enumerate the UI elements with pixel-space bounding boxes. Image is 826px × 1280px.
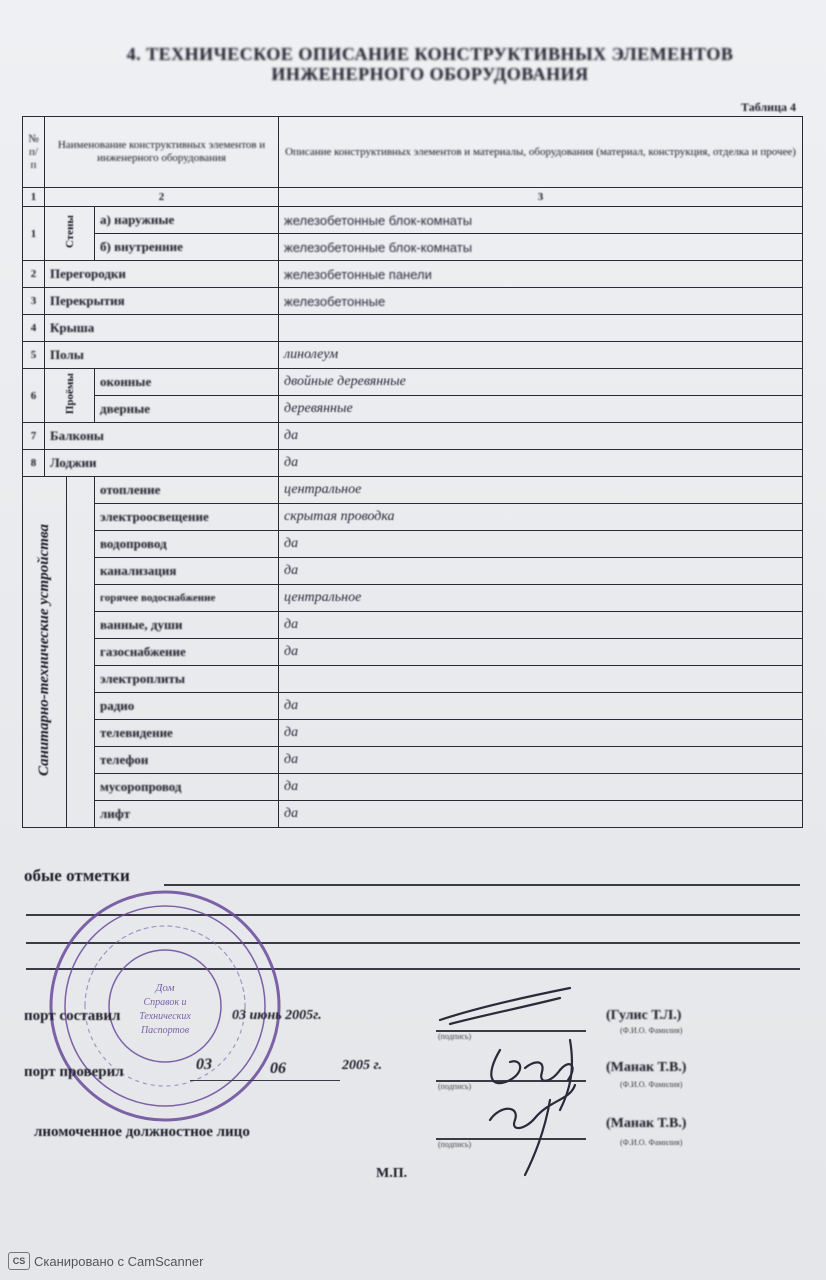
official-person: (Манак Т.В.) [606,1116,687,1131]
compiled-date: 03 июнь 2005г. [232,1008,322,1023]
row-desc: центральное [279,585,803,612]
compiled-label: порт составил [24,1008,121,1024]
row-desc: центральное [279,477,803,504]
table-row [23,477,803,504]
caption-sign: (подпись) [438,1032,472,1041]
table-row [23,639,803,666]
row-desc: да [279,450,803,477]
row-name: Полы [45,342,279,369]
table-label: Таблица 4 [741,100,796,114]
row-name: ванные, души [95,612,279,639]
date-line [190,1080,340,1081]
row-desc: да [279,720,803,747]
caption-fio: (Ф.И.О. Фамилия) [620,1026,683,1035]
row-name: Перегородки [45,261,279,288]
row-desc: да [279,423,803,450]
table-row [23,234,803,261]
table-row [23,261,803,288]
walls-group-label: Стены [45,207,95,261]
row-num: 8 [23,450,45,477]
svg-text:Справок и: Справок и [143,997,187,1008]
notes-label: обые отметки [24,866,130,885]
row-desc [279,666,803,693]
table-row [23,396,803,423]
row-name: Перекрытия [45,288,279,315]
caption-fio: (Ф.И.О. Фамилия) [620,1080,683,1089]
row-name: канализация [95,558,279,585]
row-name: телевидение [95,720,279,747]
row-desc: да [279,693,803,720]
table-row [23,666,803,693]
row-name: лифт [95,801,279,828]
svg-text:Дом: Дом [155,982,175,994]
row-num: 2 [23,261,45,288]
table-row [23,207,803,234]
caption-sign: (подпись) [438,1140,472,1149]
row-num: 4 [23,315,45,342]
table-row [23,612,803,639]
row-desc: да [279,747,803,774]
table-row [23,801,803,828]
row-desc: железобетонные панели [279,261,803,288]
row-desc: железобетонные [279,288,803,315]
row-desc: да [279,558,803,585]
table-row [23,342,803,369]
row-name: электроосвещение [95,504,279,531]
row-name: б) внутренние [95,234,279,261]
row-desc: железобетонные блок-комнаты [279,207,803,234]
table-row [23,558,803,585]
round-stamp [45,886,285,1126]
row-num: 7 [23,423,45,450]
title-line-1: 4. ТЕХНИЧЕСКОЕ ОПИСАНИЕ КОНСТРУКТИВНЫХ ЭЛЕМЕНТОВ [126,44,734,64]
camscanner-logo-icon: CS [8,1252,30,1270]
row-name: а) наружные [95,207,279,234]
scanner-footer [8,1252,203,1270]
row-num: 1 [23,207,45,261]
table-row [23,693,803,720]
index-cell: 3 [279,188,803,207]
table-row [23,720,803,747]
row-desc: да [279,774,803,801]
title-line-2: ИНЖЕНЕРНОГО ОБОРУДОВАНИЯ [271,64,589,84]
table-row [23,423,803,450]
row-name: водопровод [95,531,279,558]
row-name: электроплиты [95,666,279,693]
index-cell: 2 [45,188,279,207]
row-desc: линолеум [279,342,803,369]
caption-fio: (Ф.И.О. Фамилия) [620,1138,683,1147]
row-name: Балконы [45,423,279,450]
header-desc: Описание конструктивных элементов и материалы, оборудования (материал, конструкция, отделка и прочее) [279,117,803,188]
document-title [100,44,760,84]
table-row [23,531,803,558]
header-num: № п/п [23,117,45,188]
table-row [23,585,803,612]
row-name: горячее водоснабжение [95,585,279,612]
table-row [23,774,803,801]
caption-sign: (подпись) [438,1082,472,1091]
table-index-row [23,188,803,207]
row-desc [279,315,803,342]
row-num: 3 [23,288,45,315]
row-desc: двойные деревянные [279,369,803,396]
table-row [23,747,803,774]
row-desc: да [279,531,803,558]
row-desc: да [279,801,803,828]
row-desc: деревянные [279,396,803,423]
handwritten-signature [430,980,600,1180]
row-desc: железобетонные блок-комнаты [279,234,803,261]
row-desc: да [279,639,803,666]
row-name: мусоропровод [95,774,279,801]
svg-text:Технических: Технических [139,1011,191,1022]
footer-text: Сканировано с CamScanner [34,1253,204,1269]
row-name: Крыша [45,315,279,342]
sanitary-group-label: Санитарно-технические устройства [23,477,67,828]
table-header-row [23,117,803,188]
checked-year: 2005 г. [342,1058,382,1073]
row-name: Лоджии [45,450,279,477]
row-num: 5 [23,342,45,369]
row-num: 6 [23,369,45,423]
svg-text:Паспортов: Паспортов [140,1025,190,1036]
checked-month: 06 [270,1060,286,1077]
table-row [23,288,803,315]
table-row [23,369,803,396]
row-name: отопление [95,477,279,504]
checked-label: порт проверил [24,1064,124,1080]
index-cell: 1 [23,188,45,207]
checked-day: 03 [196,1056,212,1073]
checked-person: (Манак Т.В.) [606,1060,687,1075]
table-row [23,504,803,531]
row-desc: скрытая проводка [279,504,803,531]
official-label: лномоченное должностное лицо [34,1124,250,1140]
header-name: Наименование конструктивных элементов и инженерного оборудования [45,117,279,188]
table-row [23,315,803,342]
row-name: радио [95,693,279,720]
row-name: телефон [95,747,279,774]
row-name: оконные [95,369,279,396]
technical-description-table [22,116,803,828]
openings-group-label: Проёмы [45,369,95,423]
table-row [23,450,803,477]
row-name: газоснабжение [95,639,279,666]
row-desc: да [279,612,803,639]
mp-label: М.П. [376,1166,408,1181]
sanitary-spacer [67,477,95,828]
compiled-person: (Гулис Т.Л.) [606,1008,682,1023]
row-name: дверные [95,396,279,423]
